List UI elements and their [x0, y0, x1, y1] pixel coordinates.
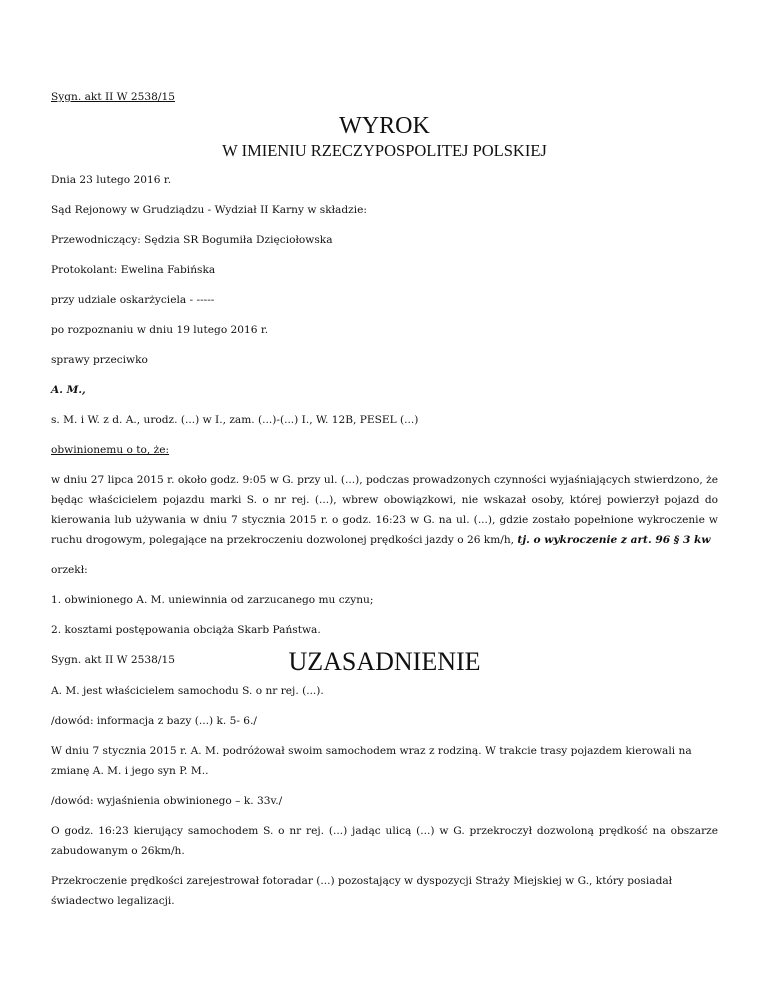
charge-qualification: tj. o wykroczenie z art. 96 § 3 kw — [517, 534, 711, 546]
justification-title: UZASADNIENIE — [288, 647, 481, 676]
court-composition: Sąd Rejonowy w Grudziądzu - Wydział II Karny w składzie: — [51, 204, 367, 216]
charge-description: w dniu 27 lipca 2015 r. około godz. 9:05 w G. przy ul. (...), podczas prowadzonych czynności wyjaśniających stwierdzono, że będąc właścicielem pojazdu marki S. o nr rej. (...), wbrew obowiązkowi, nie wskazał osoby, której powierzył pojazd do kierowania lub używania w dniu 7 stycznia 2015 r. o godz. 16:23 w G. na ul. (...), gdzie zostało popełnione wykroczenie w ruchu drogowym, polegające na przekroczeniu dozwolonej prędkości jazdy o 26 km/h, — [51, 474, 718, 546]
justification-paragraph: O godz. 16:23 kierujący samochodem S. o nr rej. (...) jadąc ulicą (...) w G. przekroczył dozwoloną prędkość na obszarze zabudowanym o 26km/h. — [51, 825, 718, 857]
verdict-subtitle: W IMIENIU RZECZYPOSPOLITEJ POLSKIEJ — [222, 141, 547, 160]
defendant-name: A. M., — [51, 384, 86, 396]
case-signature: Sygn. akt II W 2538/15 — [51, 91, 175, 103]
hearing-date: po rozpoznaniu w dniu 19 lutego 2016 r. — [51, 324, 269, 336]
presiding-judge: Przewodniczący: Sędzia SR Bogumiła Dzięciołowska — [51, 234, 333, 246]
verdict-label: orzekł: — [51, 564, 88, 576]
justification-paragraph: W dniu 7 stycznia 2015 r. A. M. podróżował swoim samochodem wraz z rodziną. W trakcie trasy pojazdem kierowali na zmianę A. M. i jego syn P. M.. — [51, 745, 692, 777]
justification-evidence: /dowód: wyjaśnienia obwinionego – k. 33v./ — [51, 795, 283, 807]
justification-evidence: /dowód: informacja z bazy (...) k. 5- 6./ — [51, 715, 257, 727]
verdict-item-1: 1. obwinionego A. M. uniewinnia od zarzucanego mu czynu; — [51, 594, 374, 606]
justification-paragraph: A. M. jest właścicielem samochodu S. o nr rej. (...). — [51, 685, 324, 697]
charge-text — [51, 470, 718, 550]
charged-label: obwinionemu o to, że: — [51, 444, 170, 456]
case-against: sprawy przeciwko — [51, 354, 148, 366]
defendant-details: s. M. i W. z d. A., urodz. (...) w I., zam. (...)-(...) I., W. 12B, PESEL (...) — [51, 414, 419, 426]
court-clerk: Protokolant: Ewelina Fabińska — [51, 264, 216, 276]
verdict-title: WYROK — [339, 113, 430, 139]
verdict-item-2: 2. kosztami postępowania obciąża Skarb Państwa. — [51, 624, 321, 636]
justification-signature: Sygn. akt II W 2538/15 — [51, 654, 175, 666]
prosecutor-line: przy udziale oskarżyciela - ----- — [51, 294, 215, 306]
verdict-date: Dnia 23 lutego 2016 r. — [51, 174, 172, 186]
justification-paragraph: Przekroczenie prędkości zarejestrował fotoradar (...) pozostający w dyspozycji Straży Miejskiej w G., który posiadał świadectwo legalizacji. — [51, 875, 673, 907]
